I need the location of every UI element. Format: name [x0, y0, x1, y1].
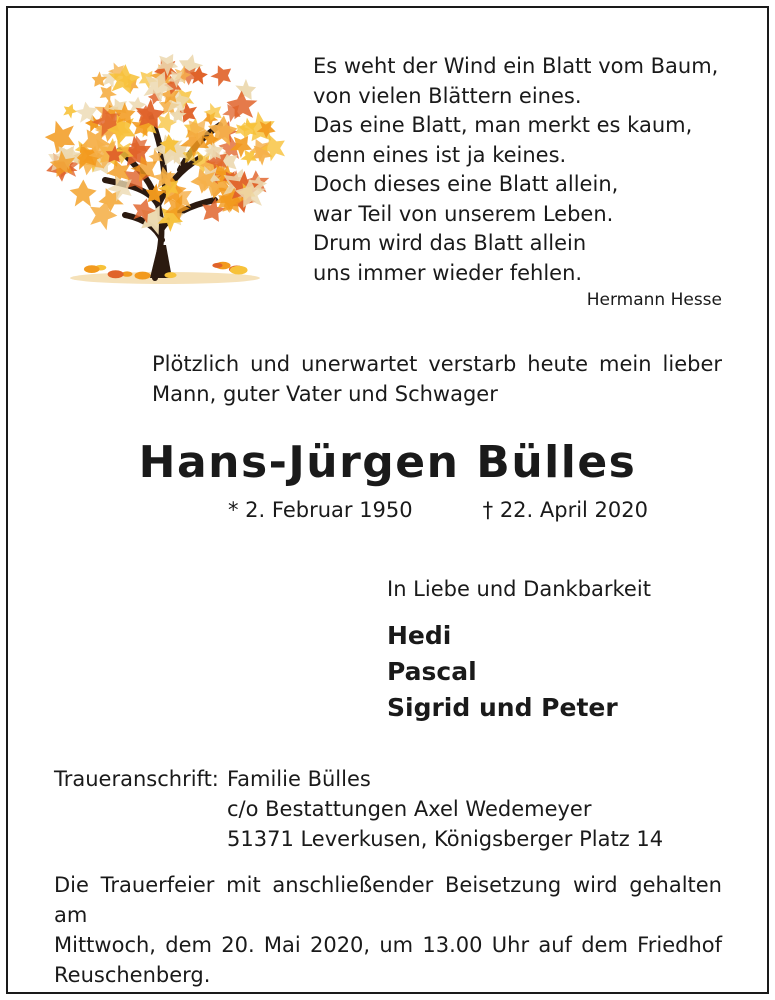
poem-line: Das eine Blatt, man merkt es kaum, — [313, 113, 693, 137]
poem-author: Hermann Hesse — [586, 290, 722, 310]
poem-line: Drum wird das Blatt allein — [313, 231, 587, 255]
address-line: 51371 Leverkusen, Königsberger Platz 14 — [227, 827, 664, 851]
fallen-leaf-shape — [135, 272, 151, 280]
fallen-leaf-shape — [164, 272, 176, 278]
address-line: Familie Bülles — [227, 767, 371, 791]
mourners-intro: In Liebe und Dankbarkeit — [387, 577, 651, 601]
funeral-line: Reuschenberg. — [54, 963, 211, 987]
funeral-line: Die Trauerfeier mit anschließender Beisetzung wird gehalten am — [54, 873, 722, 927]
leaf-shape — [69, 179, 97, 207]
fallen-leaf-shape — [108, 270, 124, 278]
address-label: Traueranschrift: — [54, 767, 219, 791]
death-announcement — [152, 349, 722, 409]
fallen-leaf-shape — [84, 265, 100, 273]
leaf-shape — [208, 60, 238, 90]
announcement-line: Mann, guter Vater und Schwager — [152, 382, 498, 406]
poem-line: uns immer wieder fehlen. — [313, 260, 583, 285]
poem-line: war Teil von unserem Leben. — [313, 201, 614, 226]
mourner-name: Sigrid und Peter — [387, 693, 618, 722]
leaf-shape — [61, 101, 80, 120]
funeral-line: Mittwoch, dem 20. Mai 2020, um 13.00 Uhr auf dem Friedhof — [54, 933, 722, 957]
poem — [313, 52, 733, 288]
autumn-tree-illustration — [40, 40, 290, 290]
funeral-info — [54, 870, 722, 990]
death-date: † 22. April 2020 — [482, 498, 649, 522]
fallen-leaf-shape — [212, 263, 222, 268]
mourner-name: Pascal — [387, 657, 477, 686]
life-dates — [228, 498, 648, 522]
poem-line: Doch dieses eine Blatt allein, — [313, 172, 619, 196]
fallen-leaf-shape — [230, 266, 248, 275]
announcement-line: Plötzlich und unerwartet verstarb heute mein lieber — [152, 352, 722, 376]
poem-line: denn eines ist ja keines. — [313, 142, 567, 167]
mourner-name: Hedi — [387, 621, 452, 650]
poem-line: von vielen Blättern eines. — [313, 83, 582, 108]
deceased-name: Hans-Jürgen Bülles — [138, 437, 637, 488]
poem-line: Es weht der Wind ein Blatt vom Baum, — [313, 54, 719, 78]
mourners-names — [387, 618, 618, 726]
address-line: c/o Bestattungen Axel Wedemeyer — [227, 797, 592, 821]
birth-date: * 2. Februar 1950 — [228, 498, 413, 522]
